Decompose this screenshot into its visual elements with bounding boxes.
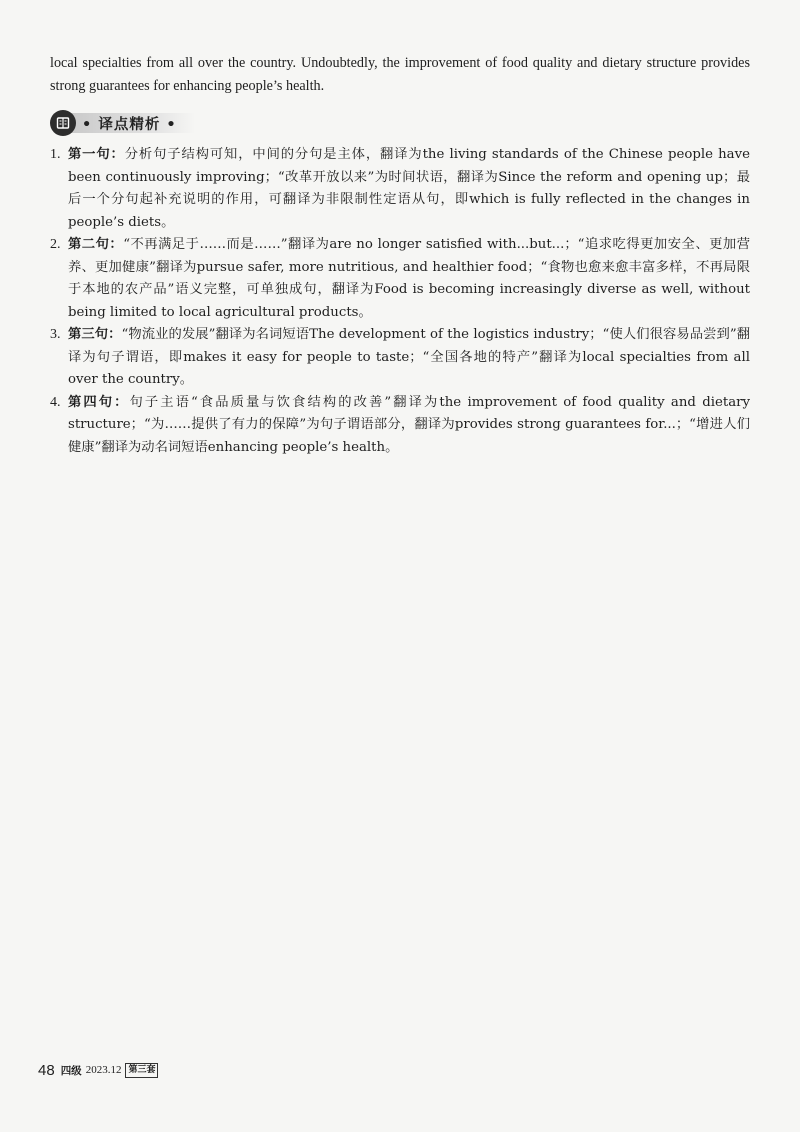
- item-number: 1.: [50, 147, 61, 162]
- item-body: [68, 324, 750, 392]
- list-item: [50, 144, 750, 234]
- item-body: [68, 392, 750, 460]
- list-item: [50, 392, 750, 460]
- section-title: • 译点精析 •: [68, 113, 195, 133]
- list-item: [50, 324, 750, 392]
- analysis-list: [50, 144, 750, 459]
- page-number: 48: [38, 1061, 55, 1079]
- book-icon: [50, 110, 76, 136]
- intro-paragraph: local specialties from all over the country. Undoubtedly, the improvement of food quality and dietary structure provides strong guarantees for enhancing people’s health.: [50, 55, 750, 94]
- item-label: 第一句：: [68, 147, 125, 162]
- item-text: 句子主语“食品质量与饮食结构的改善”翻译为the improvement of food quality and dietary structure；“为……提供了有力的保障”为句子谓语部分，翻译为provides strong guarantees for...；“增进人们健康”翻译为动名词短语enhancing people’s health。: [68, 394, 750, 455]
- item-text: “物流业的发展”翻译为名词短语The development of the logistics industry；“使人们很容易品尝到”翻译为句子谓语，即makes it easy for people to taste；“全国各地的特产”翻译为local specialties from all over the country。: [68, 327, 751, 387]
- item-number: 3.: [50, 327, 61, 342]
- item-number: 2.: [50, 237, 61, 252]
- journal-name: 四级: [60, 1064, 82, 1077]
- item-label: 第二句：: [68, 237, 124, 252]
- item-text: “不再满足于……而是……”翻译为are no longer satisfied with...but...；“追求吃得更加安全、更加营养、更加健康”翻译为pursue safer, more nutritious, and healthier food；“食物也愈来愈丰富多样，不再局限于本地的农产品”语义完整，可单独成句，翻译为Food is becoming increasingly diverse as well, without being limited to local agricultural products。: [68, 237, 750, 320]
- section-header: [50, 110, 195, 136]
- item-label: 第三句：: [68, 327, 122, 342]
- list-item: [50, 234, 750, 324]
- page-footer: [38, 1060, 158, 1080]
- item-body: [68, 144, 750, 234]
- item-label: 第四句：: [68, 394, 130, 410]
- item-number: 4.: [50, 394, 61, 410]
- issue-date: 2023.12: [85, 1064, 122, 1076]
- item-text: 分析句子结构可知，中间的分句是主体，翻译为the living standards of the Chinese people have been continuously improving；“改革开放以来”为时间状语，翻译为Since the reform and opening up；最后一个分句起补充说明的作用，可翻译为非限制性定语从句，即which is fully reflected in the changes in people’s diets。: [68, 147, 750, 230]
- item-body: [68, 234, 750, 324]
- set-label: 第三套: [125, 1063, 158, 1078]
